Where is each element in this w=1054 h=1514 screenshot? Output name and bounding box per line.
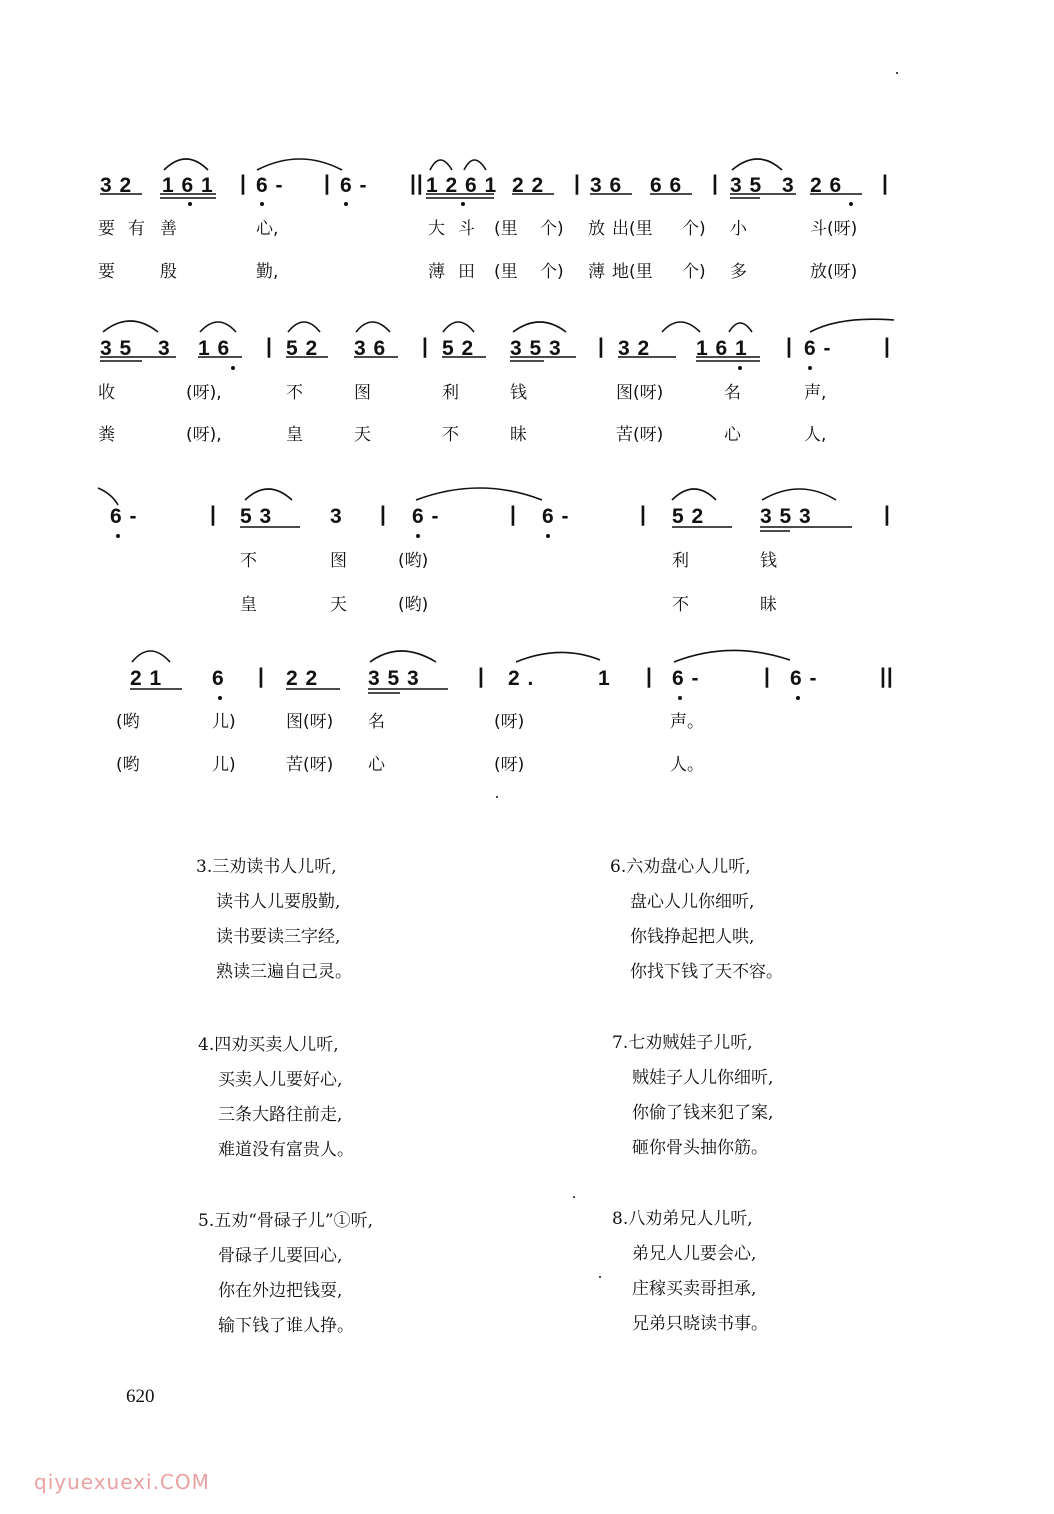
verse-line: 熟读三遍自己灵。 <box>216 962 352 982</box>
notes-s1-m6c: 2 6 <box>810 174 843 197</box>
verse-line: 读书人儿要殷勤, <box>216 892 341 912</box>
notes-s3-m4: 6 - <box>542 505 570 528</box>
lyric: 地(里 <box>612 262 653 282</box>
lyric: 放(呀) <box>810 262 858 282</box>
verse-line: 输下钱了谁人挣。 <box>218 1316 354 1336</box>
verse-4 <box>198 1028 354 1168</box>
lyric: 多 <box>730 262 747 282</box>
notes-s4-m1b: 6 <box>212 667 225 690</box>
barline: | <box>510 503 517 526</box>
slur <box>443 322 474 332</box>
slur <box>132 651 170 662</box>
slur <box>516 652 600 662</box>
lyric: 天 <box>330 595 347 615</box>
verse-8 <box>612 1202 768 1342</box>
lyric: 薄 <box>588 262 605 282</box>
verse-line: 读书要读三字经, <box>216 927 341 947</box>
notes-s2-m3a: 5 2 <box>442 337 475 360</box>
verse-line: 你找下钱了天不容。 <box>630 962 783 982</box>
notes-s3-m2b: 3 <box>330 505 343 528</box>
notes-s2-m1c: 1 6 <box>198 337 231 360</box>
notes-s2-m3b: 3 5 3 <box>510 337 562 360</box>
lyric: 收 <box>98 383 115 403</box>
verse-line: 盘心人儿你细听, <box>630 892 755 912</box>
lyric: 钱 <box>760 551 777 571</box>
lyric: 名 <box>368 712 385 732</box>
verse-line: 8.八劝弟兄人儿听, <box>612 1209 753 1229</box>
verse-line: 7.七劝贼娃子儿听, <box>612 1033 753 1053</box>
lyric: 人, <box>804 425 827 445</box>
verse-line: 4.四劝买卖人儿听, <box>198 1035 339 1055</box>
lyric: 殷 <box>160 262 177 282</box>
slur <box>430 160 452 170</box>
lyric: 图(呀) <box>286 712 334 732</box>
lyric: (呀) <box>494 755 525 775</box>
lyric: 苦(呀) <box>616 425 664 445</box>
lyric: 不 <box>672 595 689 615</box>
lyric: 苦(呀) <box>286 755 334 775</box>
lyric: 心, <box>256 219 279 239</box>
lyric: 放 <box>588 219 605 239</box>
lyric: 心 <box>724 425 741 445</box>
lyric: 利 <box>672 551 689 571</box>
lyric: 出(里 <box>612 219 653 239</box>
barline: | <box>882 172 889 195</box>
lyric: 钱 <box>510 383 527 403</box>
notes-s4-m5: 6 - <box>790 667 818 690</box>
notes-s2-m4b: 1 6 1 <box>696 337 748 360</box>
notes-s1-m1a: 3 2 <box>100 174 133 197</box>
lyric: (呀), <box>186 425 222 445</box>
slur <box>200 322 236 332</box>
slur <box>370 651 436 662</box>
barline: | <box>646 665 653 688</box>
slur <box>245 489 292 500</box>
verse-line: 你在外边把钱耍, <box>218 1281 343 1301</box>
lyric: 图 <box>354 383 371 403</box>
slur <box>288 322 320 332</box>
barline: | <box>478 665 485 688</box>
verse-line: 弟兄人儿要会心, <box>632 1244 757 1264</box>
slur <box>356 322 390 332</box>
slur <box>257 159 342 170</box>
slur <box>732 159 782 170</box>
lyric: 善 <box>160 219 177 239</box>
lyric: 声, <box>804 383 827 403</box>
notes-s1-m4a: 1 2 6 1 <box>426 174 498 197</box>
notes-s2-m5: 6 - <box>804 337 832 360</box>
lyric: 小 <box>730 219 747 239</box>
lyric: 斗 <box>458 219 475 239</box>
notes-s3-m5b: 3 5 3 <box>760 505 812 528</box>
slur <box>464 160 486 170</box>
lyric: 图(呀) <box>616 383 664 403</box>
notes-s1-m5b: 6 6 <box>650 174 683 197</box>
slur <box>513 322 566 332</box>
lyric: (哟) <box>398 595 429 615</box>
lyric: 大 <box>428 219 445 239</box>
lyric: 皇 <box>240 595 257 615</box>
lyric: 粪 <box>98 425 115 445</box>
barline: | <box>240 172 247 195</box>
notes-s1-m3: 6 - <box>340 174 368 197</box>
barline: | <box>640 503 647 526</box>
lyric: 薄 <box>428 262 445 282</box>
slur <box>672 489 716 500</box>
notes-s1-m4b: 2 2 <box>512 174 545 197</box>
notes-s4-m2b: 3 5 3 <box>368 667 420 690</box>
double-barline: || <box>410 172 424 195</box>
lyric: (呀), <box>186 383 222 403</box>
slur <box>164 159 208 170</box>
barline: | <box>574 172 581 195</box>
lyric: 勤, <box>256 262 279 282</box>
lyric: 要 <box>98 262 115 282</box>
verse-6 <box>610 850 783 990</box>
lyric: 不 <box>442 425 459 445</box>
slur <box>810 319 894 332</box>
barline: | <box>884 335 891 358</box>
notes-s4-m1a: 2 1 <box>130 667 163 690</box>
lyric: (哟) <box>398 551 429 571</box>
verse-7 <box>612 1026 773 1166</box>
watermark-logo: qiyuexuexi.COM <box>34 1470 210 1494</box>
lyric: 心 <box>368 755 385 775</box>
lyric: 天 <box>354 425 371 445</box>
notes-s4-m2a: 2 2 <box>286 667 319 690</box>
slur <box>674 650 790 662</box>
verse-5 <box>198 1204 373 1344</box>
verse-line: 砸你骨头抽你筋。 <box>632 1138 768 1158</box>
page-number: 620 <box>126 1386 155 1407</box>
lyric: 有 <box>128 219 145 239</box>
notes-s2-m4a: 3 2 <box>618 337 651 360</box>
lyric: (里 <box>494 262 518 282</box>
slur <box>729 323 752 332</box>
notes-s3-m1: 6 - <box>110 505 138 528</box>
notes-s4-m3b: 1 <box>598 667 611 690</box>
slur <box>98 488 118 505</box>
notes-s1-m2: 6 - <box>256 174 284 197</box>
lyric: 儿) <box>212 712 236 732</box>
verse-line: 骨碌子儿要回心, <box>218 1246 343 1266</box>
verse-line: 兄弟只晓读书事。 <box>632 1314 768 1334</box>
verse-line: 你偷了钱来犯了案, <box>632 1103 774 1123</box>
notes-s1-m6a: 3 5 <box>730 174 763 197</box>
verse-line: 三条大路往前走, <box>218 1105 343 1125</box>
verse-line: 3.三劝读书人儿听, <box>196 857 337 877</box>
verse-line: 贼娃子人儿你细听, <box>632 1068 774 1088</box>
notes-s3-m5a: 5 2 <box>672 505 705 528</box>
verse-line: 你钱挣起把人哄, <box>630 927 755 947</box>
notes-s1-m6b: 3 <box>782 174 795 197</box>
verse-line: 买卖人儿要好心, <box>218 1070 343 1090</box>
slur <box>762 489 836 500</box>
notes-s1-m1b: 1 6 1 <box>162 174 214 197</box>
lyric: 儿) <box>212 755 236 775</box>
lyric: 人。 <box>670 755 704 775</box>
barline: | <box>380 503 387 526</box>
lyric: 田 <box>458 262 475 282</box>
slur <box>662 322 700 332</box>
lyric: 声。 <box>670 712 704 732</box>
lyric: 不 <box>286 383 303 403</box>
barline: | <box>712 172 719 195</box>
notes-s4-m3a: 2 . <box>508 667 535 690</box>
notes-s3-m3: 6 - <box>412 505 440 528</box>
barline: | <box>884 503 891 526</box>
lyric: (呀) <box>494 712 525 732</box>
lyric: 个) <box>682 219 706 239</box>
lyric: 要 <box>98 219 115 239</box>
barline: | <box>598 335 605 358</box>
lyric: 利 <box>442 383 459 403</box>
verse-3 <box>196 850 352 990</box>
notes-s2-m1a: 3 5 <box>100 337 133 360</box>
lyric: (里 <box>494 219 518 239</box>
notes-s2-m1b: 3 <box>158 337 171 360</box>
lyric: 不 <box>240 551 257 571</box>
barline: | <box>266 335 273 358</box>
verse-line: 6.六劝盘心人儿听, <box>610 857 751 877</box>
notes-s2-m2b: 3 6 <box>354 337 387 360</box>
barline: | <box>210 503 217 526</box>
lyric: 名 <box>724 383 741 403</box>
lyric: 皇 <box>286 425 303 445</box>
notes-s3-m2a: 5 3 <box>240 505 273 528</box>
lyric: (哟 <box>116 712 140 732</box>
barline: | <box>422 335 429 358</box>
barline: | <box>324 172 331 195</box>
lyric: 昧 <box>760 595 777 615</box>
verse-line: 难道没有富贵人。 <box>218 1140 354 1160</box>
lyric: (哟 <box>116 755 140 775</box>
verse-line: 5.五劝“骨碌子儿”①听, <box>198 1211 374 1231</box>
lyric: 个) <box>682 262 706 282</box>
slur <box>416 488 542 500</box>
verse-line: 庄稼买卖哥担承, <box>632 1279 757 1299</box>
barline: | <box>786 335 793 358</box>
lyric: 昧 <box>510 425 527 445</box>
lyric: 斗(呀) <box>810 219 858 239</box>
notes-s2-m2a: 5 2 <box>286 337 319 360</box>
barline: | <box>764 665 771 688</box>
slur <box>103 321 158 332</box>
lyric: 图 <box>330 551 347 571</box>
notes-s4-m4: 6 - <box>672 667 700 690</box>
lyric: 个) <box>540 262 564 282</box>
notes-s1-m5a: 3 6 <box>590 174 623 197</box>
barline: | <box>258 665 265 688</box>
final-barline: || <box>880 665 894 688</box>
lyric: 个) <box>540 219 564 239</box>
